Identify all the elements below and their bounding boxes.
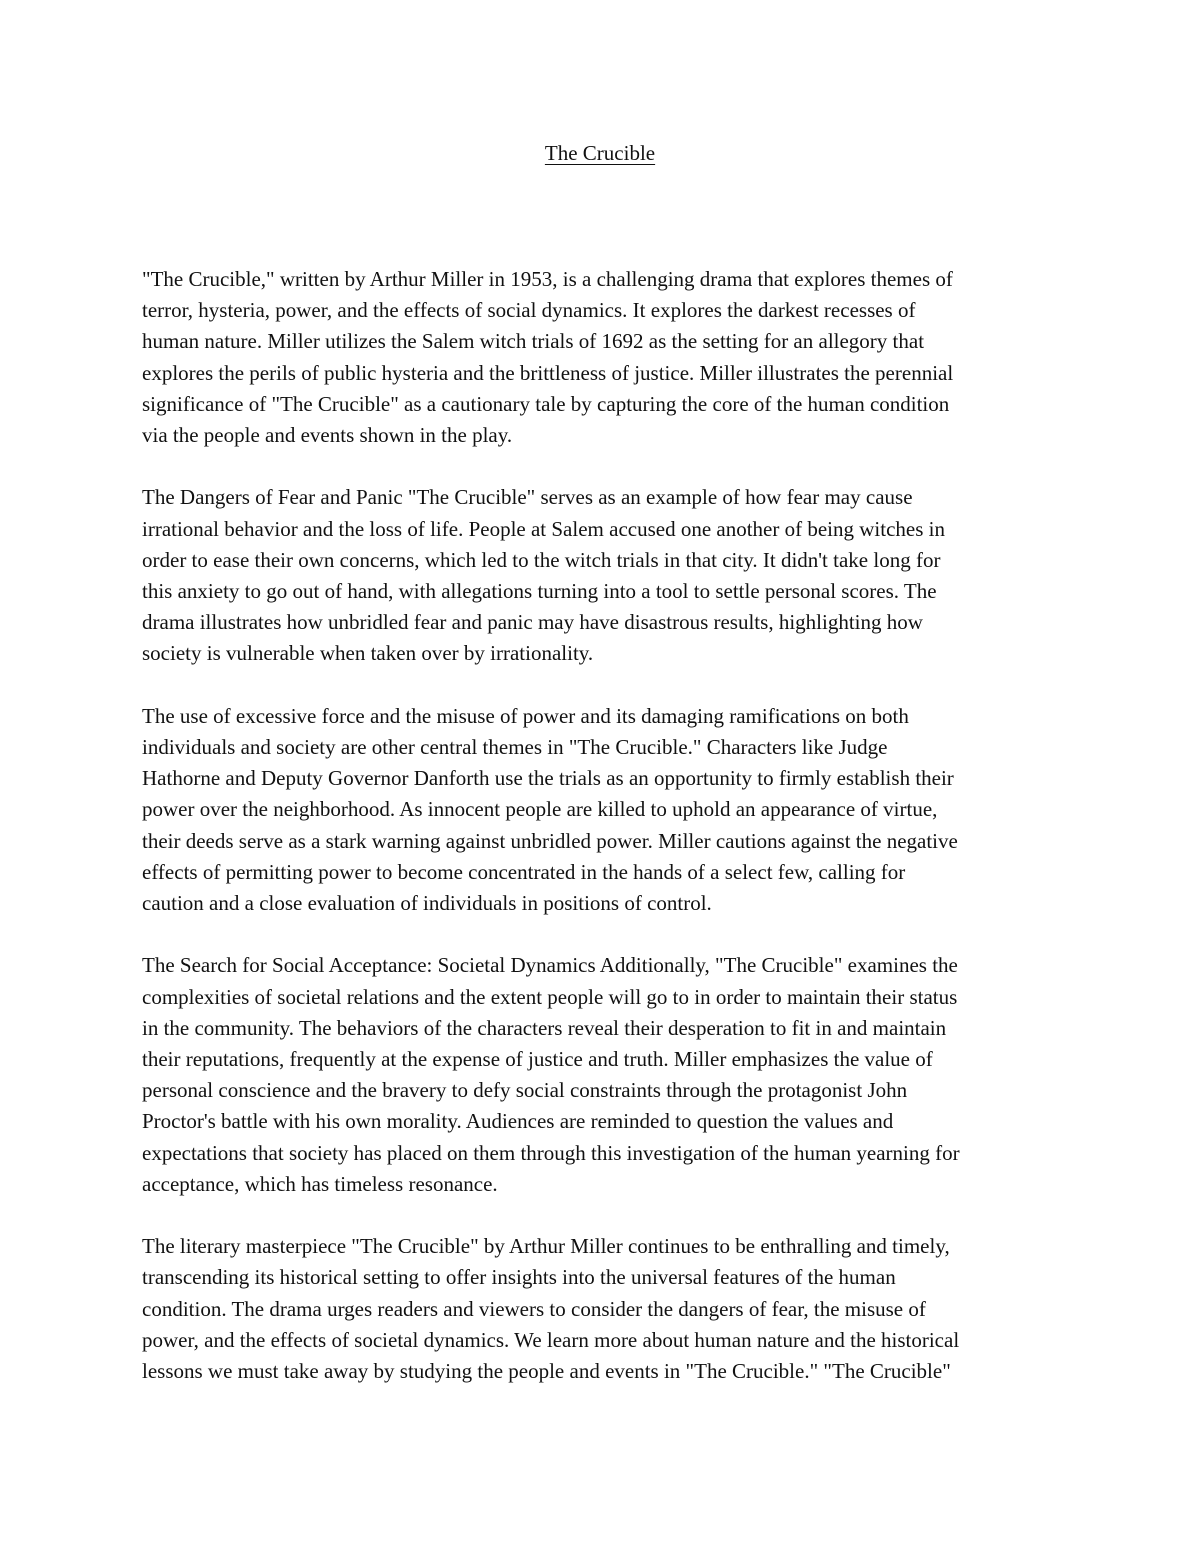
text-line: irrational behavior and the loss of life. People at Salem accused one another of being witches in [142,516,945,541]
text-line: Hathorne and Deputy Governor Danforth use the trials as an opportunity to firmly establish their [142,766,954,791]
paragraph [142,950,1062,1200]
text-line: drama illustrates how unbridled fear and panic may have disastrous results, highlighting how [142,610,923,635]
text-line: via the people and events shown in the play. [142,423,513,448]
document-title: The Crucible [544,141,656,165]
paragraph [142,482,1062,669]
text-line: this anxiety to go out of hand, with allegations turning into a tool to settle personal scores. The [142,579,937,604]
text-line: Proctor's battle with his own morality. Audiences are reminded to question the values and [142,1109,894,1134]
text-line: order to ease their own concerns, which led to the witch trials in that city. It didn't take long for [142,547,941,572]
text-line: personal conscience and the bravery to defy social constraints through the protagonist John [142,1078,908,1103]
text-line: individuals and society are other central themes in "The Crucible." Characters like Judge [142,735,888,760]
text-line: in the community. The behaviors of the characters reveal their desperation to fit in and maintain [142,1015,947,1040]
text-line: The Search for Social Acceptance: Societal Dynamics Additionally, "The Crucible" examines the [142,953,958,978]
text-line: caution and a close evaluation of individuals in positions of control. [142,891,712,916]
text-line: human nature. Miller utilizes the Salem witch trials of 1692 as the setting for an allegory that [142,329,925,354]
text-line: society is vulnerable when taken over by irrationality. [142,641,594,666]
text-line: The use of excessive force and the misuse of power and its damaging ramifications on both [142,703,909,728]
text-line: The literary masterpiece "The Crucible" by Arthur Miller continues to be enthralling and timely, [142,1234,950,1259]
text-line: complexities of societal relations and the extent people will go to in order to maintain their status [142,984,958,1009]
text-line: lessons we must take away by studying the people and events in "The Crucible." "The Crucible" [142,1359,951,1384]
text-line: power over the neighborhood. As innocent people are killed to uphold an appearance of virtue, [142,797,938,822]
text-line: explores the perils of public hysteria and the brittleness of justice. Miller illustrates the perennial [142,360,954,385]
paragraph [142,264,1062,451]
document-body [142,264,1062,1418]
text-line: acceptance, which has timeless resonance. [142,1171,498,1196]
text-line: their reputations, frequently at the expense of justice and truth. Miller emphasizes the value of [142,1047,933,1072]
text-line: The Dangers of Fear and Panic "The Crucible" serves as an example of how fear may cause [142,485,913,510]
text-line: power, and the effects of societal dynamics. We learn more about human nature and the historical [142,1327,960,1352]
paragraph [142,701,1062,919]
text-line: "The Crucible," written by Arthur Miller in 1953, is a challenging drama that explores themes of [142,267,953,291]
text-line: their deeds serve as a stark warning against unbridled power. Miller cautions against the negative [142,828,958,853]
text-line: transcending its historical setting to offer insights into the universal features of the human [142,1265,896,1290]
text-line: expectations that society has placed on them through this investigation of the human yearning for [142,1140,960,1165]
text-line: terror, hysteria, power, and the effects of social dynamics. It explores the darkest recesses of [142,298,916,323]
text-line: effects of permitting power to become concentrated in the hands of a select few, calling for [142,859,906,884]
text-line: significance of "The Crucible" as a cautionary tale by capturing the core of the human condition [142,391,950,416]
text-line: condition. The drama urges readers and viewers to consider the dangers of fear, the misuse of [142,1296,926,1321]
paragraph [142,1231,1062,1387]
